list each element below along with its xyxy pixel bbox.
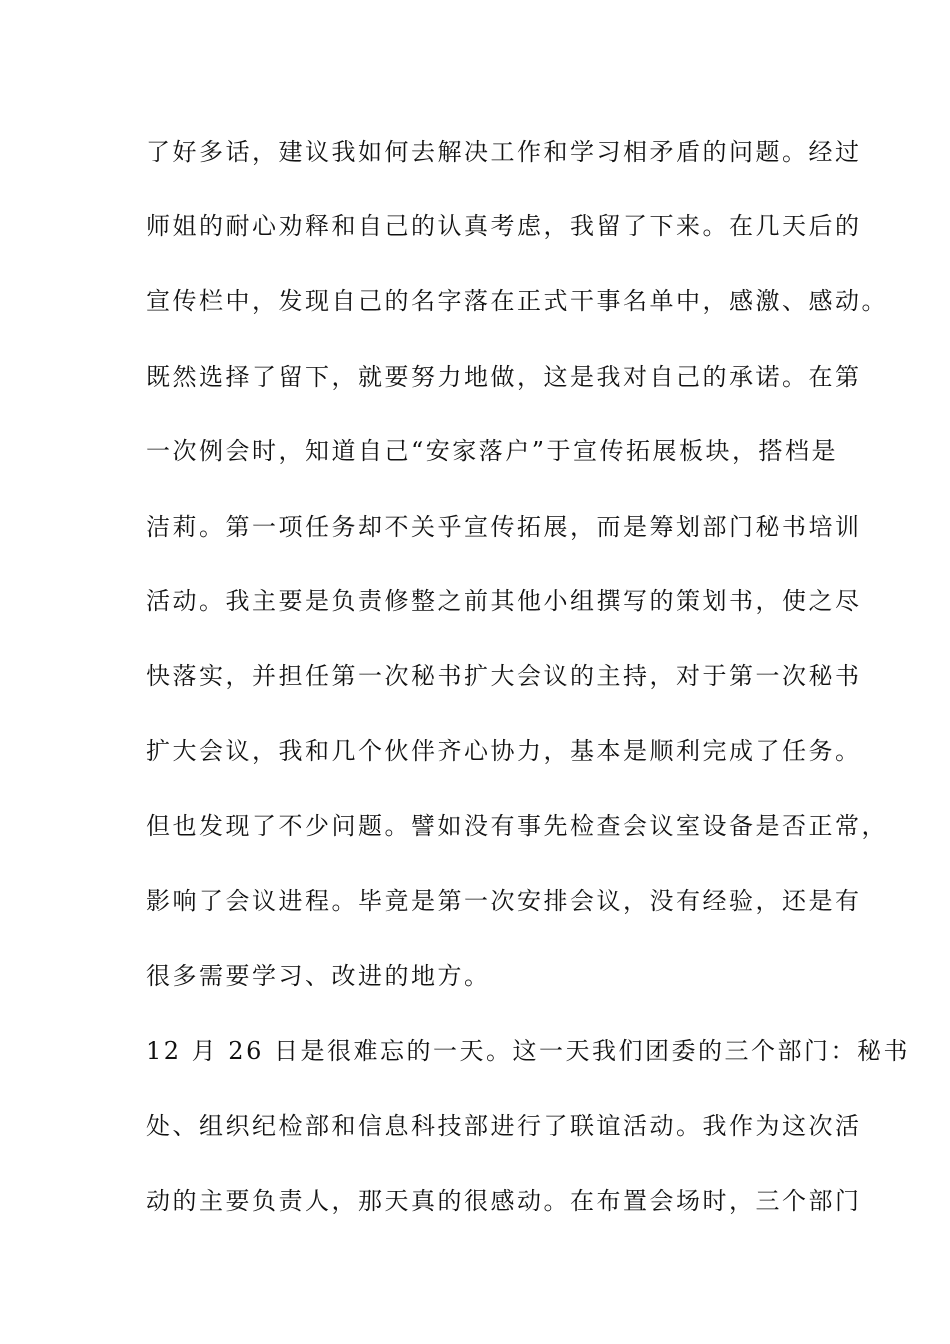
body-text-line: 影响了会议进程。毕竟是第一次安排会议，没有经验，还是有 [146, 887, 862, 915]
body-text-line: 了好多话，建议我如何去解决工作和学习相矛盾的问题。经过 [146, 138, 862, 166]
body-text-line: 宣传栏中，发现自己的名字落在正式干事名单中，感激、感动。 [146, 287, 888, 315]
body-text-line: 一次例会时，知道自己“安家落户”于宣传拓展板块，搭档是 [146, 437, 839, 465]
body-text-line: 活动。我主要是负责修整之前其他小组撰写的策划书，使之尽 [146, 587, 862, 615]
body-text-line: 动的主要负责人，那天真的很感动。在布置会场时，三个部门 [146, 1187, 862, 1215]
body-text-line: 但也发现了不少问题。譬如没有事先检查会议室设备是否正常， [146, 812, 888, 840]
body-text-line: 师姐的耐心劝释和自己的认真考虑，我留了下来。在几天后的 [146, 212, 862, 240]
body-text-line: 洁莉。第一项任务却不关乎宣传拓展，而是筹划部门秘书培训 [146, 513, 862, 541]
body-text-line: 处、组织纪检部和信息科技部进行了联谊活动。我作为这次活 [146, 1112, 862, 1140]
body-text-line: 12 月 26 日是很难忘的一天。这一天我们团委的三个部门：秘书 [146, 1037, 910, 1065]
body-text-line: 很多需要学习、改进的地方。 [146, 962, 491, 990]
body-text-line: 既然选择了留下，就要努力地做，这是我对自己的承诺。在第 [146, 363, 862, 391]
body-text-line: 快落实，并担任第一次秘书扩大会议的主持，对于第一次秘书 [146, 662, 862, 690]
body-text-line: 扩大会议，我和几个伙伴齐心协力，基本是顺利完成了任务。 [146, 737, 862, 765]
